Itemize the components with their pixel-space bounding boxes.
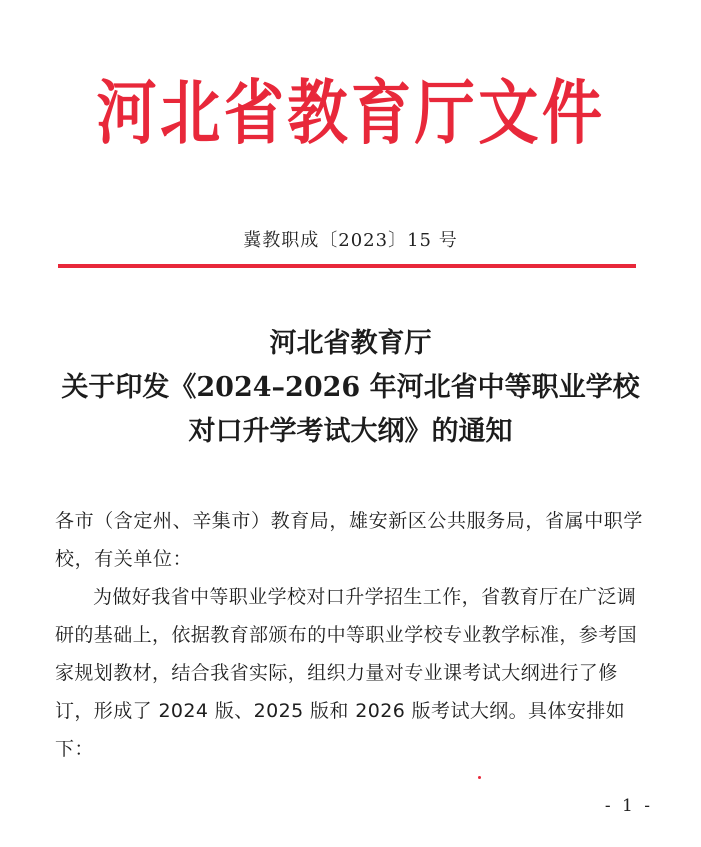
- body-paragraph: 为做好我省中等职业学校对口升学招生工作，省教育厅在广泛调研的基础上，依据教育部颁布的中等职业学校专业教学标准，参考国家规划教材，结合我省实际，组织力量对专业课考试大纲进行了修订，形成了 2024 版、2025 版和 2026 版考试大纲。具体安排如下：: [55, 586, 638, 760]
- document-masthead: [0, 62, 701, 152]
- masthead-title: 河北省教育厅文件: [95, 71, 606, 154]
- title-line-1: 河北省教育厅: [269, 328, 432, 359]
- salutation: 各市（含定州、辛集市）教育局，雄安新区公共服务局，省属中职学校，有关单位：: [55, 510, 644, 570]
- ink-speck: [478, 776, 481, 779]
- title-line-2: 关于印发《2024–2026 年河北省中等职业学校: [61, 372, 640, 403]
- red-divider-line: [58, 264, 636, 268]
- document-number: 冀教职成〔2023〕15 号: [243, 230, 458, 251]
- page-number: - 1 -: [604, 796, 653, 816]
- title-line-3: 对口升学考试大纲》的通知: [188, 416, 513, 447]
- notice-title: [0, 322, 701, 454]
- document-body: [55, 502, 655, 768]
